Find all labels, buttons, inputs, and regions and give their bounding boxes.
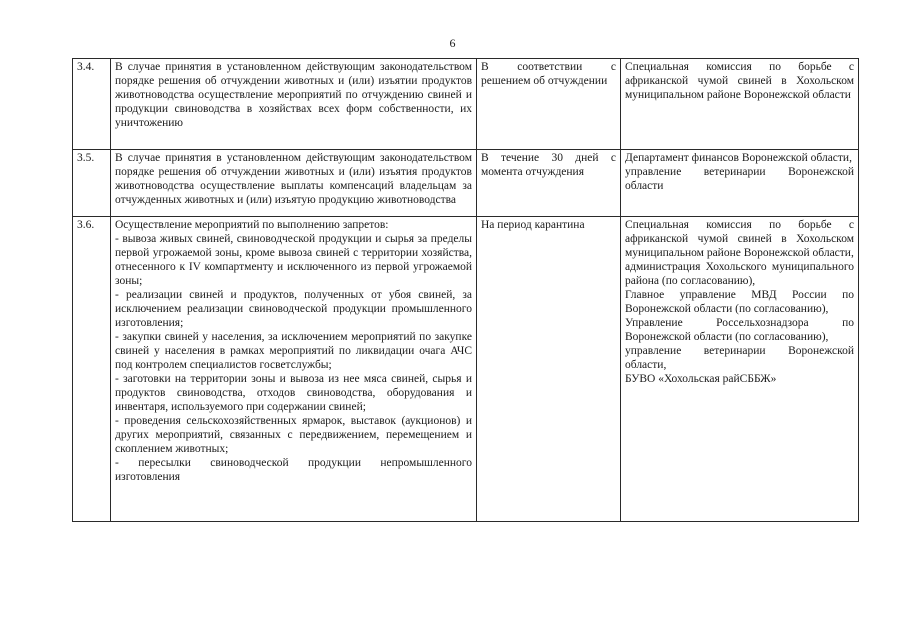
responsible-line: администрация Хохольского муниципального района (по согласованию),: [625, 261, 854, 287]
action-line: - проведения сельскохозяйственных ярмарок, выставок (аукционов) и других мероприятий, связанных с передвижением, перемещением и скоплением животных;: [115, 415, 472, 455]
action-line: - закупки свиней у населения, за исключением мероприятий по закупке свиней у населения в рамках мероприятий по ликвидации очага АЧС под контролем специалистов госветслужбы;: [115, 331, 472, 371]
action-line: - заготовки на территории зоны и вывоза из нее мяса свиней, сырья и продуктов свиноводства, отходов свиноводства, оборудования и инвентаря, используемого при содержании свиней;: [115, 373, 472, 413]
action-cell: В случае принятия в установленном действующим законодательством порядке решения об отчуждении животных и (или) изъятии продуктов животноводства осуществление мероприятий по отчуждению свиней и продукции свиноводства в хозяйствах всех форм собственности, их уничтожению: [111, 59, 477, 150]
responsible-line: БУВО «Хохольская райСББЖ»: [625, 373, 777, 385]
responsible-line: Главное управление МВД России по Воронежской области (по согласованию),: [625, 289, 854, 315]
measures-table: [72, 58, 859, 522]
responsible-line: управление ветеринарии Воронежской области: [625, 166, 854, 192]
responsible-line: Департамент финансов Воронежской области,: [625, 152, 852, 164]
responsible-cell: [621, 150, 859, 217]
term-cell: В течение 30 дней с момента отчуждения: [477, 150, 621, 217]
responsible-cell: [621, 217, 859, 522]
item-number-cell: 3.4.: [73, 59, 111, 150]
responsible-cell: Специальная комиссия по борьбе с африканской чумой свиней в Хохольском муниципальном районе Воронежской области: [621, 59, 859, 150]
table-row: [73, 217, 859, 522]
responsible-line: Управление Россельхознадзора по Воронежской области (по согласованию),: [625, 317, 854, 343]
page-number: 6: [449, 36, 456, 50]
action-cell: В случае принятия в установленном действующим законодательством порядке решения об отчуждении животных и (или) изъятия продуктов животноводства осуществление выплаты компенсаций владельцам за отчужденных животных и (или) изъятую продукцию животноводства: [111, 150, 477, 217]
item-number-cell: 3.5.: [73, 150, 111, 217]
action-line: Осуществление мероприятий по выполнению запретов:: [115, 219, 389, 231]
table-row: [73, 150, 859, 217]
action-line: - реализации свиней и продуктов, полученных от убоя свиней, за исключением реализации свиноводческой продукции промышленного изготовления;: [115, 289, 472, 329]
term-cell: В соответствии с решением об отчуждении: [477, 59, 621, 150]
action-line: - вывоза живых свиней, свиноводческой продукции и сырья за пределы первой угрожаемой зоны, кроме вывоза свиней с территории хозяйства, отнесенного к IV компартменту и исключенного из первой угрожаемой зоны;: [115, 233, 472, 287]
responsible-line: Специальная комиссия по борьбе с африканской чумой свиней в Хохольском муниципальном районе Воронежской области,: [625, 219, 854, 259]
item-number-cell: 3.6.: [73, 217, 111, 522]
term-cell: На период карантина: [477, 217, 621, 522]
action-cell: [111, 217, 477, 522]
action-line: - пересылки свиноводческой продукции непромышленного изготовления: [115, 457, 472, 483]
table-row: [73, 59, 859, 150]
responsible-line: управление ветеринарии Воронежской области,: [625, 345, 854, 371]
